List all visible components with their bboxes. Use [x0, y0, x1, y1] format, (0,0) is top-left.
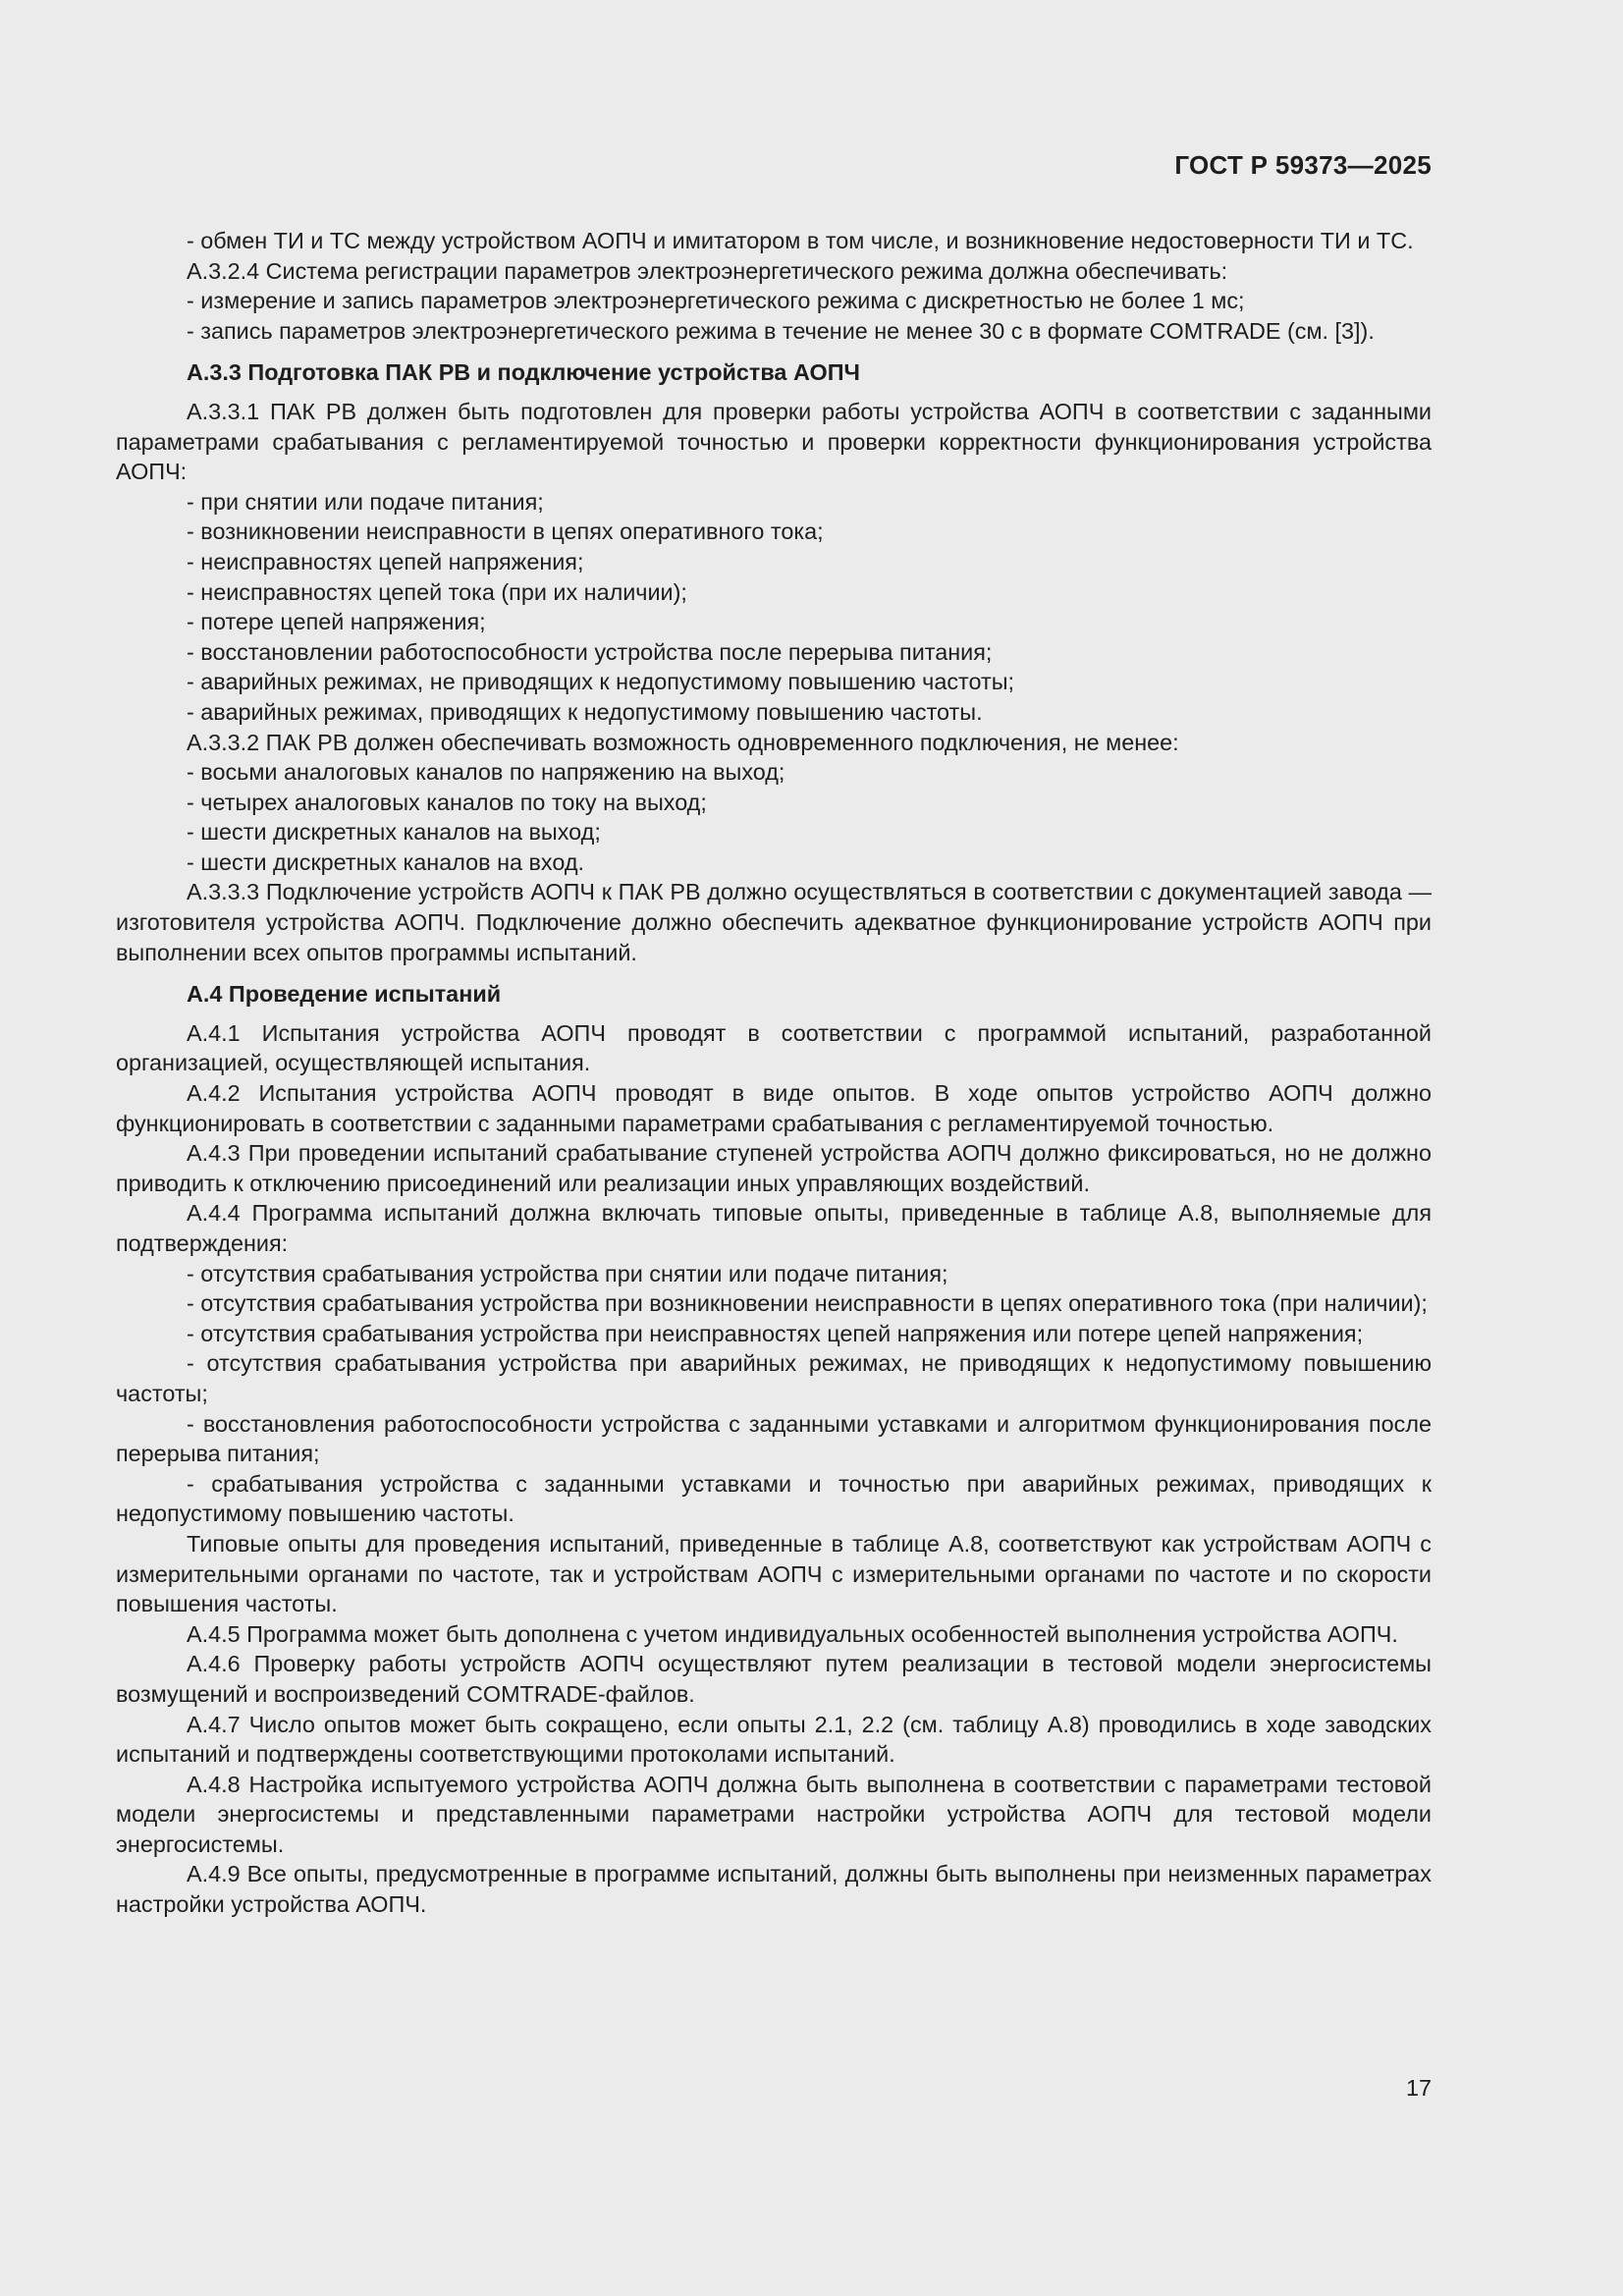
paragraph: - при снятии или подаче питания;	[187, 488, 544, 515]
paragraph: - шести дискретных каналов на вход.	[187, 848, 585, 875]
paragraph: А.4.6 Проверку работы устройств АОПЧ осуществляют путем реализации в тестовой модели энергосистемы возмущений и воспроизведений COMTRADE-файлов.	[116, 1651, 1432, 1707]
paragraph: - восстановления работоспособности устройства с заданными уставками и алгоритмом функционирования после перерыва питания;	[116, 1410, 1432, 1467]
paragraph: А.3.2.4 Система регистрации параметров электроэнергетического режима должна обеспечивать:	[187, 257, 1228, 284]
paragraph: А.4.5 Программа может быть дополнена с учетом индивидуальных особенностей выполнения устройства АОПЧ.	[187, 1620, 1398, 1647]
section-heading: А.4 Проведение испытаний	[187, 981, 502, 1008]
section-heading: А.3.3 Подготовка ПАК РВ и подключение устройства АОПЧ	[187, 359, 860, 386]
paragraph: - запись параметров электроэнергетического режима в течение не менее 30 с в формате COMTRADE (см. [3]).	[187, 317, 1375, 344]
paragraph: А.4.2 Испытания устройства АОПЧ проводят в виде опытов. В ходе опытов устройство АОПЧ должно функционировать в соответствии с заданными параметрами срабатывания с регламентируемой точностью.	[116, 1080, 1432, 1136]
paragraph: - шести дискретных каналов на выход;	[187, 819, 601, 846]
paragraph: - измерение и запись параметров электроэнергетического режима с дискретностью не более 1 мс;	[187, 288, 1245, 314]
paragraph: А.4.7 Число опытов может быть сокращено, если опыты 2.1, 2.2 (см. таблицу А.8) проводились в ходе заводских испытаний и подтверждены соответствующими протоколами испытаний.	[116, 1711, 1432, 1768]
paragraph: - восьми аналоговых каналов по напряжению на выход;	[187, 759, 785, 786]
paragraph: А.4.8 Настройка испытуемого устройства АОПЧ должна быть выполнена в соответствии с параметрами тестовой модели энергосистемы и представленными параметрами настройки устройства АОПЧ для тестовой модели энергосистемы.	[116, 1771, 1432, 1857]
paragraph: - неисправностях цепей тока (при их наличии);	[187, 578, 687, 605]
paragraph: - отсутствия срабатывания устройства при неисправностях цепей напряжения или потере цепей напряжения;	[187, 1320, 1364, 1346]
paragraph: - неисправностях цепей напряжения;	[187, 548, 584, 574]
paragraph: - потере цепей напряжения;	[187, 609, 486, 635]
paragraph: - аварийных режимах, не приводящих к недопустимому повышению частоты;	[187, 669, 1014, 695]
paragraph: Типовые опыты для проведения испытаний, приведенные в таблице А.8, соответствуют как устройствам АОПЧ с измерительными органами по частоте, так и устройствам АОПЧ с измерительными органами по частоте и по скорости повышения частоты.	[116, 1530, 1432, 1617]
paragraph: - срабатывания устройства с заданными уставками и точностью при аварийных режимах, приводящих к недопустимому повышению частоты.	[116, 1470, 1432, 1527]
paragraph: - возникновении неисправности в цепях оперативного тока;	[187, 519, 824, 545]
paragraph: - отсутствия срабатывания устройства при снятии или подаче питания;	[187, 1260, 948, 1286]
paragraph: А.3.3.3 Подключение устройств АОПЧ к ПАК РВ должно осуществляться в соответствии с документацией завода — изготовителя устройства АОПЧ. Подключение должно обеспечить адекватное функционирование устройств АОПЧ при выполнении всех опытов программы испытаний.	[116, 879, 1432, 965]
document-body	[116, 226, 1432, 1920]
paragraph: - восстановлении работоспособности устройства после перерыва питания;	[187, 638, 993, 665]
document-header: ГОСТ Р 59373—2025	[1174, 150, 1432, 180]
paragraph: - обмен ТИ и ТС между устройством АОПЧ и имитатором в том числе, и возникновение недостоверности ТИ и ТС.	[187, 228, 1414, 253]
paragraph: А.4.9 Все опыты, предусмотренные в программе испытаний, должны быть выполнены при неизменных параметрах настройки устройства АОПЧ.	[116, 1861, 1432, 1918]
page-number: 17	[1405, 2075, 1432, 2101]
paragraph: - аварийных режимах, приводящих к недопустимому повышению частоты.	[187, 698, 983, 725]
paragraph: А.4.3 При проведении испытаний срабатывание ступеней устройства АОПЧ должно фиксироваться, но не должно приводить к отключению присоединений или реализации иных управляющих воздействий.	[116, 1140, 1432, 1196]
paragraph: - отсутствия срабатывания устройства при аварийных режимах, не приводящих к недопустимому повышению частоты;	[116, 1350, 1432, 1406]
paragraph: А.4.1 Испытания устройства АОПЧ проводят в соответствии с программой испытаний, разработанной организацией, осуществляющей испытания.	[116, 1019, 1432, 1076]
paragraph: - отсутствия срабатывания устройства при возникновении неисправности в цепях оперативного тока (при наличии);	[187, 1290, 1428, 1317]
paragraph: - четырех аналоговых каналов по току на выход;	[187, 789, 707, 815]
paragraph: А.4.4 Программа испытаний должна включать типовые опыты, приведенные в таблице А.8, выполняемые для подтверждения:	[116, 1200, 1432, 1256]
paragraph: А.3.3.2 ПАК РВ должен обеспечивать возможность одновременного подключения, не менее:	[187, 729, 1179, 755]
paragraph: А.3.3.1 ПАК РВ должен быть подготовлен для проверки работы устройства АОПЧ в соответствии с заданными параметрами срабатывания с регламентируемой точностью и проверки корректности функционирования устройства АОПЧ:	[116, 398, 1432, 485]
